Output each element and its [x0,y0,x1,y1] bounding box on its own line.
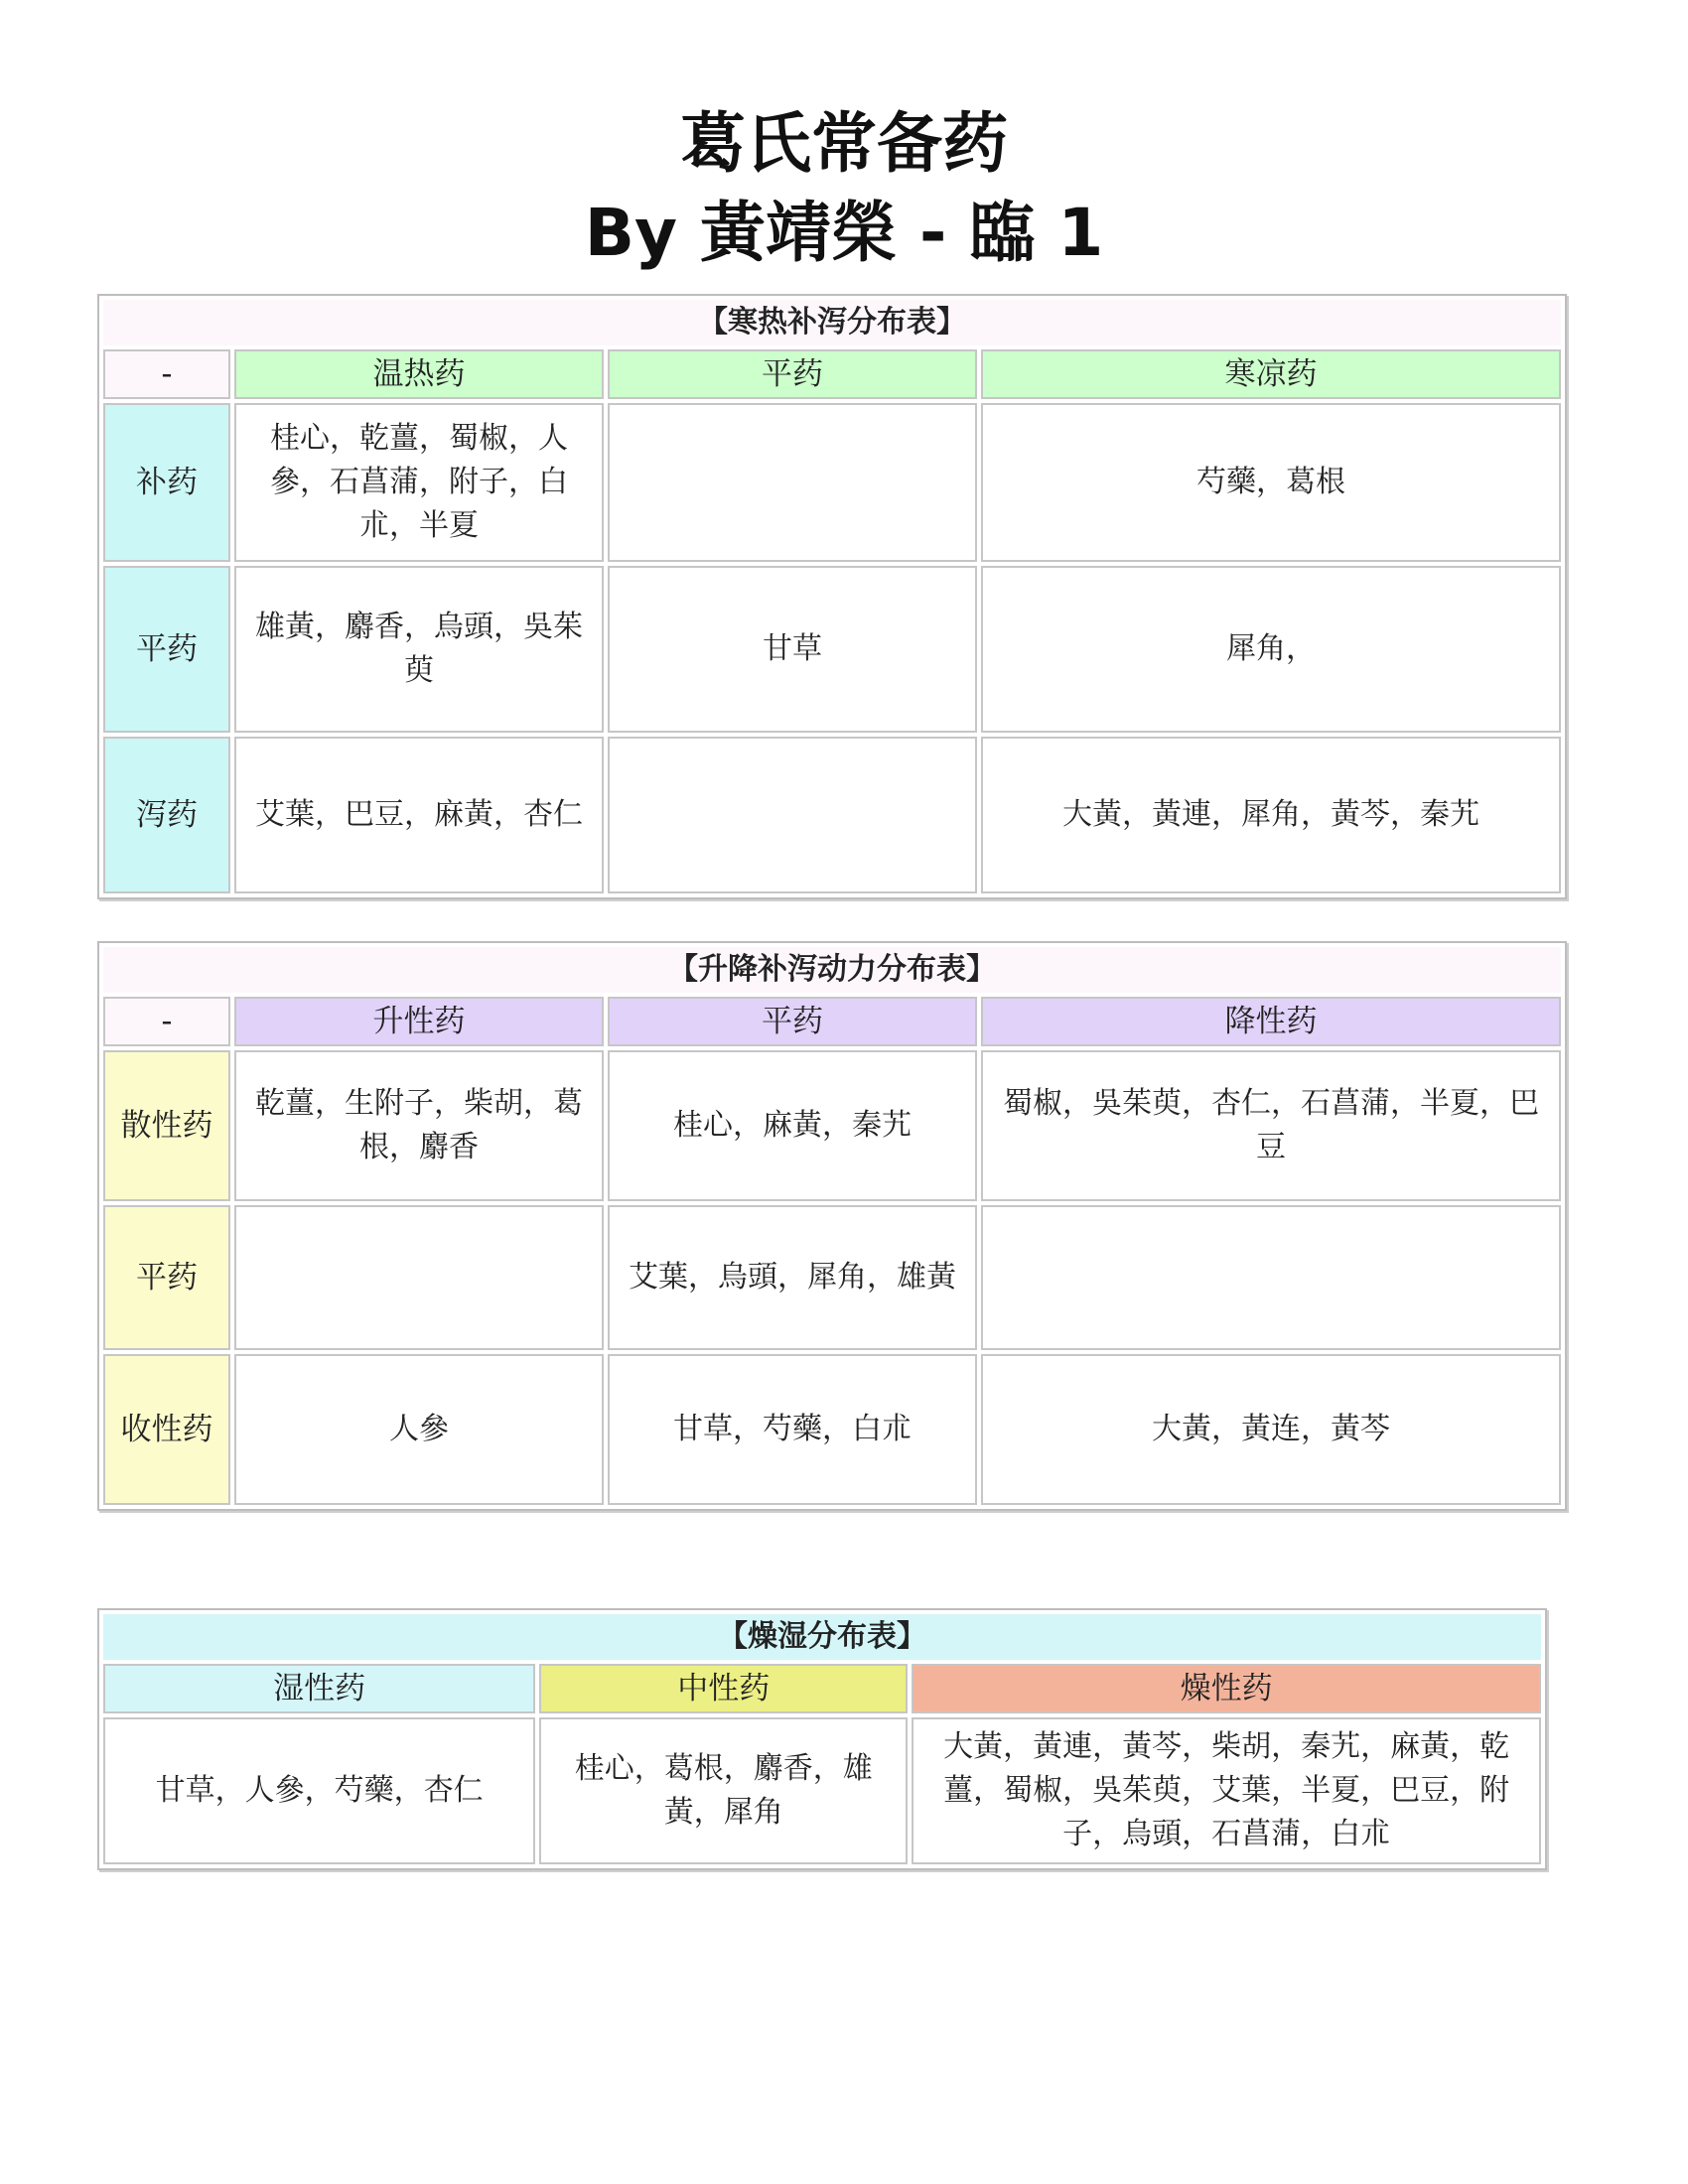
row-header: 平药 [103,566,230,733]
table-caption: 【升降补泻动力分布表】 [103,947,1561,993]
table-cell: 桂心，麻黃，秦艽 [608,1050,977,1201]
table-cell: 芍藥，葛根 [981,403,1561,562]
row-header: 散性药 [103,1050,230,1201]
table-cell [981,1205,1561,1350]
table-cell: 甘草 [608,566,977,733]
table-row [103,1050,1561,1201]
table-cell: 艾葉，烏頭，犀角，雄黃 [608,1205,977,1350]
corner-cell: - [103,997,230,1046]
table-cell: 大黃，黃连，黃芩 [981,1354,1561,1505]
page-title [0,99,1688,278]
table-cell: 甘草，芍藥，白朮 [608,1354,977,1505]
table-cell: 艾葉，巴豆，麻黃，杏仁 [234,737,604,893]
table-cell: 甘草，人參，芍藥，杏仁 [103,1717,535,1864]
table-caption: 【寒热补泻分布表】 [103,300,1561,345]
table-cell: 蜀椒，吳茱萸，杏仁，石菖蒲，半夏，巴豆 [981,1050,1561,1201]
table-row [103,737,1561,893]
column-header-neutral: 中性药 [539,1664,908,1713]
column-header-neutral: 平药 [608,997,977,1046]
column-header-neutral: 平药 [608,349,977,399]
table-cell: 大黃，黃連，犀角，黃芩，秦艽 [981,737,1561,893]
table-row [103,1717,1541,1864]
table-zaoshi [97,1608,1547,1870]
table-caption: 【燥湿分布表】 [103,1614,1541,1660]
table-cell [234,1205,604,1350]
title-line-1: 葛氏常备药 [680,105,1008,182]
table-row [103,1354,1561,1505]
column-header-descending: 降性药 [981,997,1561,1046]
column-header-dry: 燥性药 [912,1664,1541,1713]
row-header: 补药 [103,403,230,562]
column-header-rising: 升性药 [234,997,604,1046]
title-line-2: By 黃靖榮 - 臨 1 [584,195,1104,271]
row-header: 平药 [103,1205,230,1350]
corner-cell: - [103,349,230,399]
column-header-wet: 湿性药 [103,1664,535,1713]
table-cell [608,737,977,893]
column-header-warm: 温热药 [234,349,604,399]
table-row [103,1205,1561,1350]
table-cell: 雄黃，麝香，烏頭，吳茱萸 [234,566,604,733]
table-shengjiang-dongli [97,941,1567,1511]
row-header: 泻药 [103,737,230,893]
table-cell [608,403,977,562]
table-cell: 桂心，葛根，麝香，雄黃，犀角 [539,1717,908,1864]
table-cell: 大黃，黃連，黃芩，柴胡，秦艽，麻黃，乾薑，蜀椒，吳茱萸，艾葉，半夏，巴豆，附子，烏頭，石菖蒲，白朮 [912,1717,1541,1864]
table-hanre-bu-xie [97,294,1567,899]
table-cell: 桂心，乾薑，蜀椒，人參，石菖蒲，附子，白朮，半夏 [234,403,604,562]
table-row [103,403,1561,562]
table-cell: 乾薑，生附子，柴胡，葛根，麝香 [234,1050,604,1201]
table-cell: 人參 [234,1354,604,1505]
column-header-cold: 寒凉药 [981,349,1561,399]
row-header: 收性药 [103,1354,230,1505]
table-cell: 犀角， [981,566,1561,733]
table-row [103,566,1561,733]
